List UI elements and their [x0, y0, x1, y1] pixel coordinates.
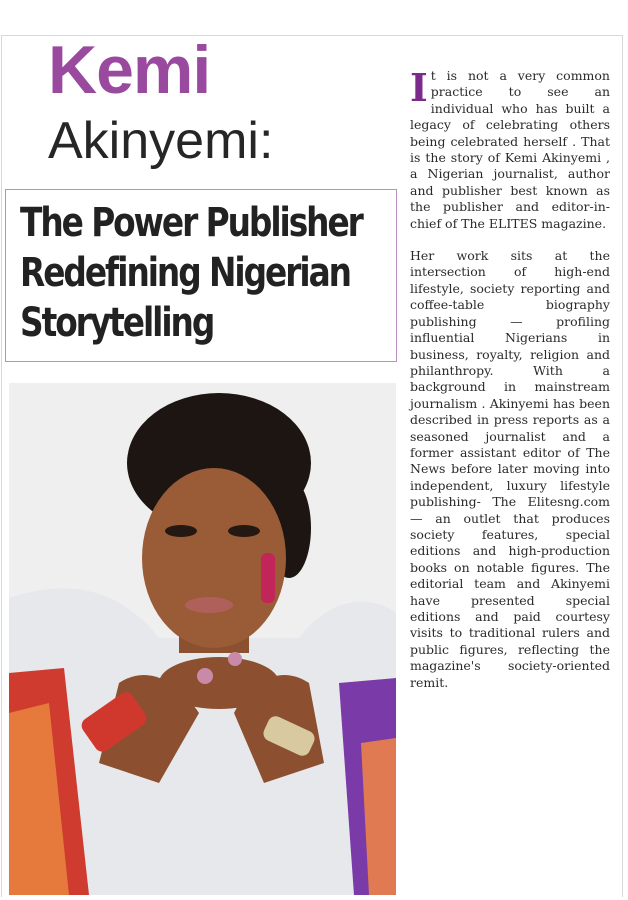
title-last-name: Akinyemi: — [48, 112, 274, 170]
article-paragraph-1 — [410, 65, 610, 232]
article-body — [410, 65, 610, 707]
headline-line-3: Storytelling — [20, 300, 214, 346]
headline-line-2: Redefining Nigerian — [20, 250, 350, 296]
drop-cap: I — [410, 65, 428, 110]
headline — [20, 198, 362, 348]
portrait-illustration — [9, 383, 396, 895]
title-first-name: Kemi — [48, 32, 211, 108]
portrait-photo — [9, 383, 396, 895]
headline-line-1: The Power Publisher — [20, 200, 362, 246]
article-paragraph-1-text: t is not a very common practice to see an individual who has built a legacy of celebrating others being celebrated herself . That is the story of Kemi Akinyemi , a Nigerian journalist, author and publisher best known as the publisher and editor-in-chief of The ELITES magazine. — [410, 68, 610, 231]
article-paragraph-2: Her work sits at the intersection of high-end lifestyle, society reporting and coffee-table biography publishing — profiling influential Nigerians in business, royalty, religion and philanthropy. With a background in mainstream journalism . Akinyemi has been described in press reports as a seasoned journalist and a former assistant editor of The News before later moving into independent, luxury lifestyle publishing- The Elitesng.com — an outlet that produces society features, special editions and high-production books on notable figures. The editorial team and Akinyemi have presented special editions and paid courtesy visits to traditional rulers and public figures, reflecting the magazine's society-oriented remit. — [410, 248, 610, 690]
